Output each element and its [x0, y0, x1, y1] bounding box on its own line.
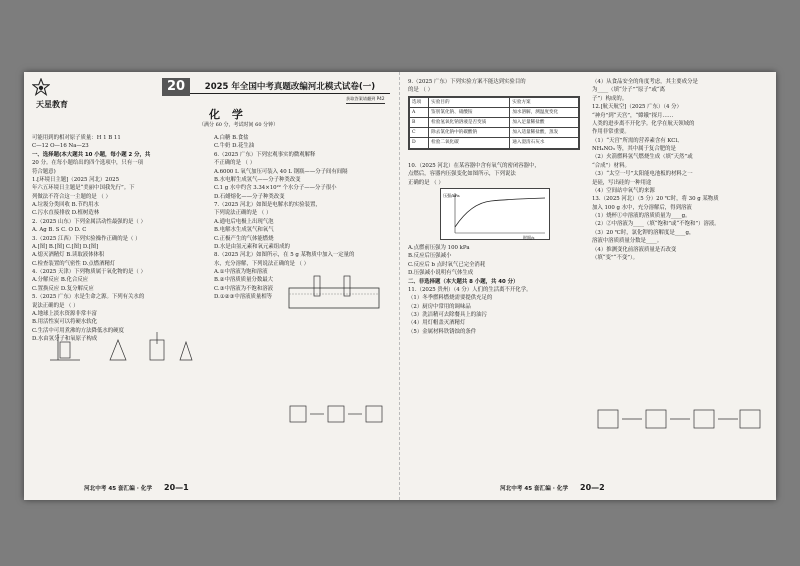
question-line: C.反应后 b 点时氧气已完全消耗 [408, 261, 486, 268]
table-cell: B [410, 118, 429, 128]
left-page [24, 72, 400, 500]
question-line: 点燃后，容器内压强变化如图所示，下列说法 [408, 171, 516, 178]
question-line: 二、非选择题（本大题共 8 小题，共 40 分） [408, 278, 519, 285]
table-cell: 检验二氧化碳 [429, 138, 510, 148]
paper-number-badge: 20 [162, 78, 190, 96]
question-line: 作用非常重要。 [592, 129, 630, 136]
question-line: C.生活中可用煮沸的方法降低水的硬度 [32, 327, 124, 334]
question-line: A.点燃前压强为 100 kPa [408, 245, 470, 251]
question-line: 13.（2025 河北）（5 分）20 ℃时，将 30 g 某物质 [592, 196, 719, 203]
footer-text: 河北中考 45 套汇编 · 化学 [500, 485, 569, 492]
table-header-cell: 实验方案 [510, 98, 579, 108]
question-line: 可能用到的相对原子质量：H 1 B 11 [32, 135, 121, 141]
exam-sheet [24, 72, 776, 500]
question-line: A.垃圾分类回收 B.节约用水 [32, 202, 99, 208]
star-icon [32, 78, 50, 96]
electrolysis-figure [279, 272, 389, 312]
chart-ylabel: 压强/kPa [443, 193, 460, 198]
question-line: 是硅，写出硅的一种用途 [592, 179, 652, 186]
question-line: B.电解水生成氢气和氧气 [214, 227, 274, 234]
question-line: C.正极产生的气体能燃烧 [214, 235, 274, 242]
question-line: NH₄NO₃ 等，其中属于复合肥的是 [592, 146, 676, 152]
question-line: 2.（2025 山东）下列金属活动性最强的是（ ） [32, 218, 146, 225]
question-line: （2）火箭燃料氢气燃烧生成（填“天然”或 [592, 154, 693, 161]
question-line: C.置换反应 D.复分解反应 [32, 285, 94, 292]
question-line: （3）20 ℃时，氯化钾的溶解度是____g， [592, 229, 695, 236]
table-cell: D [410, 138, 429, 148]
question-line: 9.（2025 广东）下列实验方案不能达到实验目的 [408, 79, 526, 85]
question-column-3 [408, 244, 584, 478]
question-line: 11.（2025 贵州）（4 分）人们的生活离不开化学。 [408, 286, 532, 293]
question-line: （2）厨房中常用的调味品 [408, 303, 471, 310]
question-line: 符合题意) [32, 168, 56, 175]
pressure-chart [440, 188, 550, 240]
question-line: B.②中溶质质量分数最大 [214, 277, 274, 284]
answer-tag: 获取答案请翻到 P42 [346, 96, 385, 104]
question-line: B.用活性炭可以将硬水软化 [32, 319, 97, 326]
table-cell: 加入适量稀盐酸，蒸发 [510, 128, 579, 138]
question-line: （1）烧杯①中溶液的溶质质量为____g。 [592, 213, 691, 219]
table-cell: A [410, 108, 429, 118]
question-line: 加入 100 g 水中，充分溶解后，得到溶液 [592, 204, 692, 211]
question-line: “神舟”到“天宫”，“嫦娥”探月…… [592, 112, 674, 119]
question-line: B.反应后压强减小 [408, 253, 452, 260]
table-cell: 鉴别氯化钠、硝酸铵 [429, 108, 510, 118]
question-line: 列做法不符合这一主题的是 （ ） [32, 193, 111, 200]
question-line: （2）②中溶液为____（填“饱和”或“不饱和”）溶液。 [592, 221, 720, 228]
page-number: 20—2 [580, 482, 605, 492]
question-line: C.污水直接排放 D.植树造林 [32, 210, 100, 217]
question-line: （1）冬季燃料燃烧需要提供充足的 [408, 295, 493, 302]
chart-xlabel: 时间/s [523, 235, 535, 240]
question-line: 不正确的是 （ ） [214, 160, 256, 167]
question-line: D.压强减小说明有气体生成 [408, 270, 474, 277]
question-line: （4）用灯帽盖灭酒精灯 [408, 320, 466, 327]
question-line: 8.（2025 河北）如图所示，在 5 g 某物质中加入一定量的 [214, 252, 355, 259]
table-row [410, 138, 579, 148]
question-line: 一、选择题(本大题共 10 小题，每小题 2 分，共 [32, 151, 151, 158]
question-line: 4.（2025 天津）下列物质属于氧化物的是（ ） [32, 269, 146, 275]
question-line: A.分解反应 B.化合反应 [32, 277, 89, 284]
pressure-curve [455, 198, 545, 227]
question-line: 正确的是 （ ） [408, 179, 444, 186]
experiment-table [408, 96, 580, 150]
question-line: A.①中溶液为饱和溶液 [214, 269, 268, 275]
table-cell: 检验氢氧化钠溶液是否变质 [429, 118, 510, 128]
table-body [410, 108, 579, 148]
footer-text: 河北中考 45 套汇编 · 化学 [84, 485, 153, 492]
table-row [410, 108, 579, 118]
right-footer [500, 482, 605, 494]
question-line: 的是 （ ） [408, 87, 433, 94]
table-row [410, 118, 579, 128]
question-line: D.水是由氢元素和氧元素组成的 [214, 243, 290, 250]
question-line: （1）“天宫”所需的营养素含有 KCl、 [592, 137, 683, 144]
question-line: 5.（2025 广东）水是生命之源。下列有关水的 [32, 294, 145, 301]
subject-title: 化 学 [209, 108, 247, 121]
table-cell: 通入澄清石灰水 [510, 138, 579, 148]
table-cell: 加水溶解，测温度变化 [510, 108, 579, 118]
table-header-cell: 选项 [410, 98, 429, 108]
question-line: A.6000 L 氧气加压可装入 40 L 钢瓶——分子间有间隔 [214, 168, 348, 175]
question-line: 3.（2025 江西）下列实验操作正确的是（ ） [32, 235, 141, 242]
question-line: （4）从食品安全的角度考虑，其主要成分是 [592, 79, 698, 85]
question-line: D.①②③中溶液质量相等 [214, 294, 273, 301]
table-cell: 除去氯化钠中的碳酸钠 [429, 128, 510, 138]
question-line: 1.[环境日主题]（2025 河北）2025 [32, 176, 120, 183]
table-row [410, 128, 579, 138]
question-line: 为____（填“分子”“原子”或“离 [592, 87, 666, 94]
table-header-row [410, 98, 579, 108]
score-note: （满分 60 分，考试时间 60 分钟） [199, 122, 279, 128]
solubility-beakers-figure [594, 402, 764, 432]
lab-apparatus-figure [40, 330, 200, 364]
question-column-1 [32, 134, 208, 479]
question-line: D.石蜡熔化——分子种类改变 [214, 193, 285, 200]
question-line: A.通电后电极上出现气泡 [214, 218, 274, 225]
left-footer [84, 482, 189, 494]
question-line: C.③中溶液为不饱和溶液 [214, 285, 273, 292]
question-line: A. Ag B. S C. O D. C [32, 227, 87, 234]
brand-logo [32, 78, 72, 114]
question-line: 年六五环境日主题是“美丽中国我先行”。下 [32, 185, 135, 192]
page-number: 20—1 [164, 482, 189, 492]
question-line: （5）金属材料铁锈蚀的条件 [408, 328, 477, 335]
question-line: A.地球上淡水资源非常丰富 [32, 310, 97, 317]
question-line: C—12 O—16 Na—23 [32, 143, 89, 150]
question-line: 人类的进步离不开化学。化学在航天领域的 [592, 120, 695, 127]
question-line: 12.[航天航空]（2025 广东）（4 分） [592, 104, 682, 111]
question-9-stem [408, 78, 584, 96]
question-line: A.[图] B.[图] C.[图] D.[图] [32, 243, 99, 250]
question-line: 6.（2025 广东）下列宏观事实的微观解释 [214, 151, 316, 158]
question-line: （3）“太空一号”太阳能电池板的材料之一 [592, 171, 693, 178]
question-line: 20 分。在每小题给出的四个选项中，只有一项 [32, 160, 143, 167]
question-line: D.水由氢分子和氧原子构成 [32, 336, 98, 342]
table-header-cell: 实验目的 [429, 98, 510, 108]
question-line: C.牛奶 D.花生油 [214, 143, 255, 150]
table-cell: 加入足量稀盐酸 [510, 118, 579, 128]
question-line: 10.（2025 河北）在某容器中含有氧气的密闭容器中， [408, 163, 540, 169]
question-line: 溶液中溶质质量分数是____。 [592, 238, 663, 245]
question-line: 7.（2025 河北）如图是电解水的实验装置， [214, 202, 321, 208]
question-line: （4）推测变化前溶液质量是否改变 [592, 246, 677, 253]
question-line: （4）空间站中氧气的来源 [592, 187, 655, 194]
question-line: 下列说法正确的是 （ ） [214, 210, 272, 217]
question-line: C.1 g 水中约含 3.34×10²² 个水分子——分子很小 [214, 185, 337, 192]
question-line: 水，充分溶解，下列说法正确的是 （ ） [214, 260, 310, 267]
question-line: A.熄灭酒精灯 B.读取液体体积 [32, 252, 105, 259]
beaker-sequence-figure [286, 400, 391, 424]
question-line: A.白糖 B.食盐 [214, 135, 249, 141]
question-line: （3）洗洁精可去除餐具上的油污 [408, 312, 487, 318]
brand-name: 天星教育 [36, 100, 68, 110]
table-cell: C [410, 128, 429, 138]
question-10-stem [408, 162, 584, 186]
question-line: 子”）构成的。 [592, 95, 628, 102]
question-line: B.水电解生成氢气——分子种类改变 [214, 176, 301, 183]
question-line: 说法正确的是 （ ） [32, 302, 79, 309]
question-line: （填“变”“不变”）。 [592, 254, 639, 261]
paper-title: 2025 年全国中考真题改编河北模式试卷(一) [190, 80, 390, 94]
right-page [400, 72, 776, 500]
question-line: “合成”）材料。 [592, 162, 630, 169]
question-line: C.检查装置的气密性 D.点燃酒精灯 [32, 260, 116, 267]
